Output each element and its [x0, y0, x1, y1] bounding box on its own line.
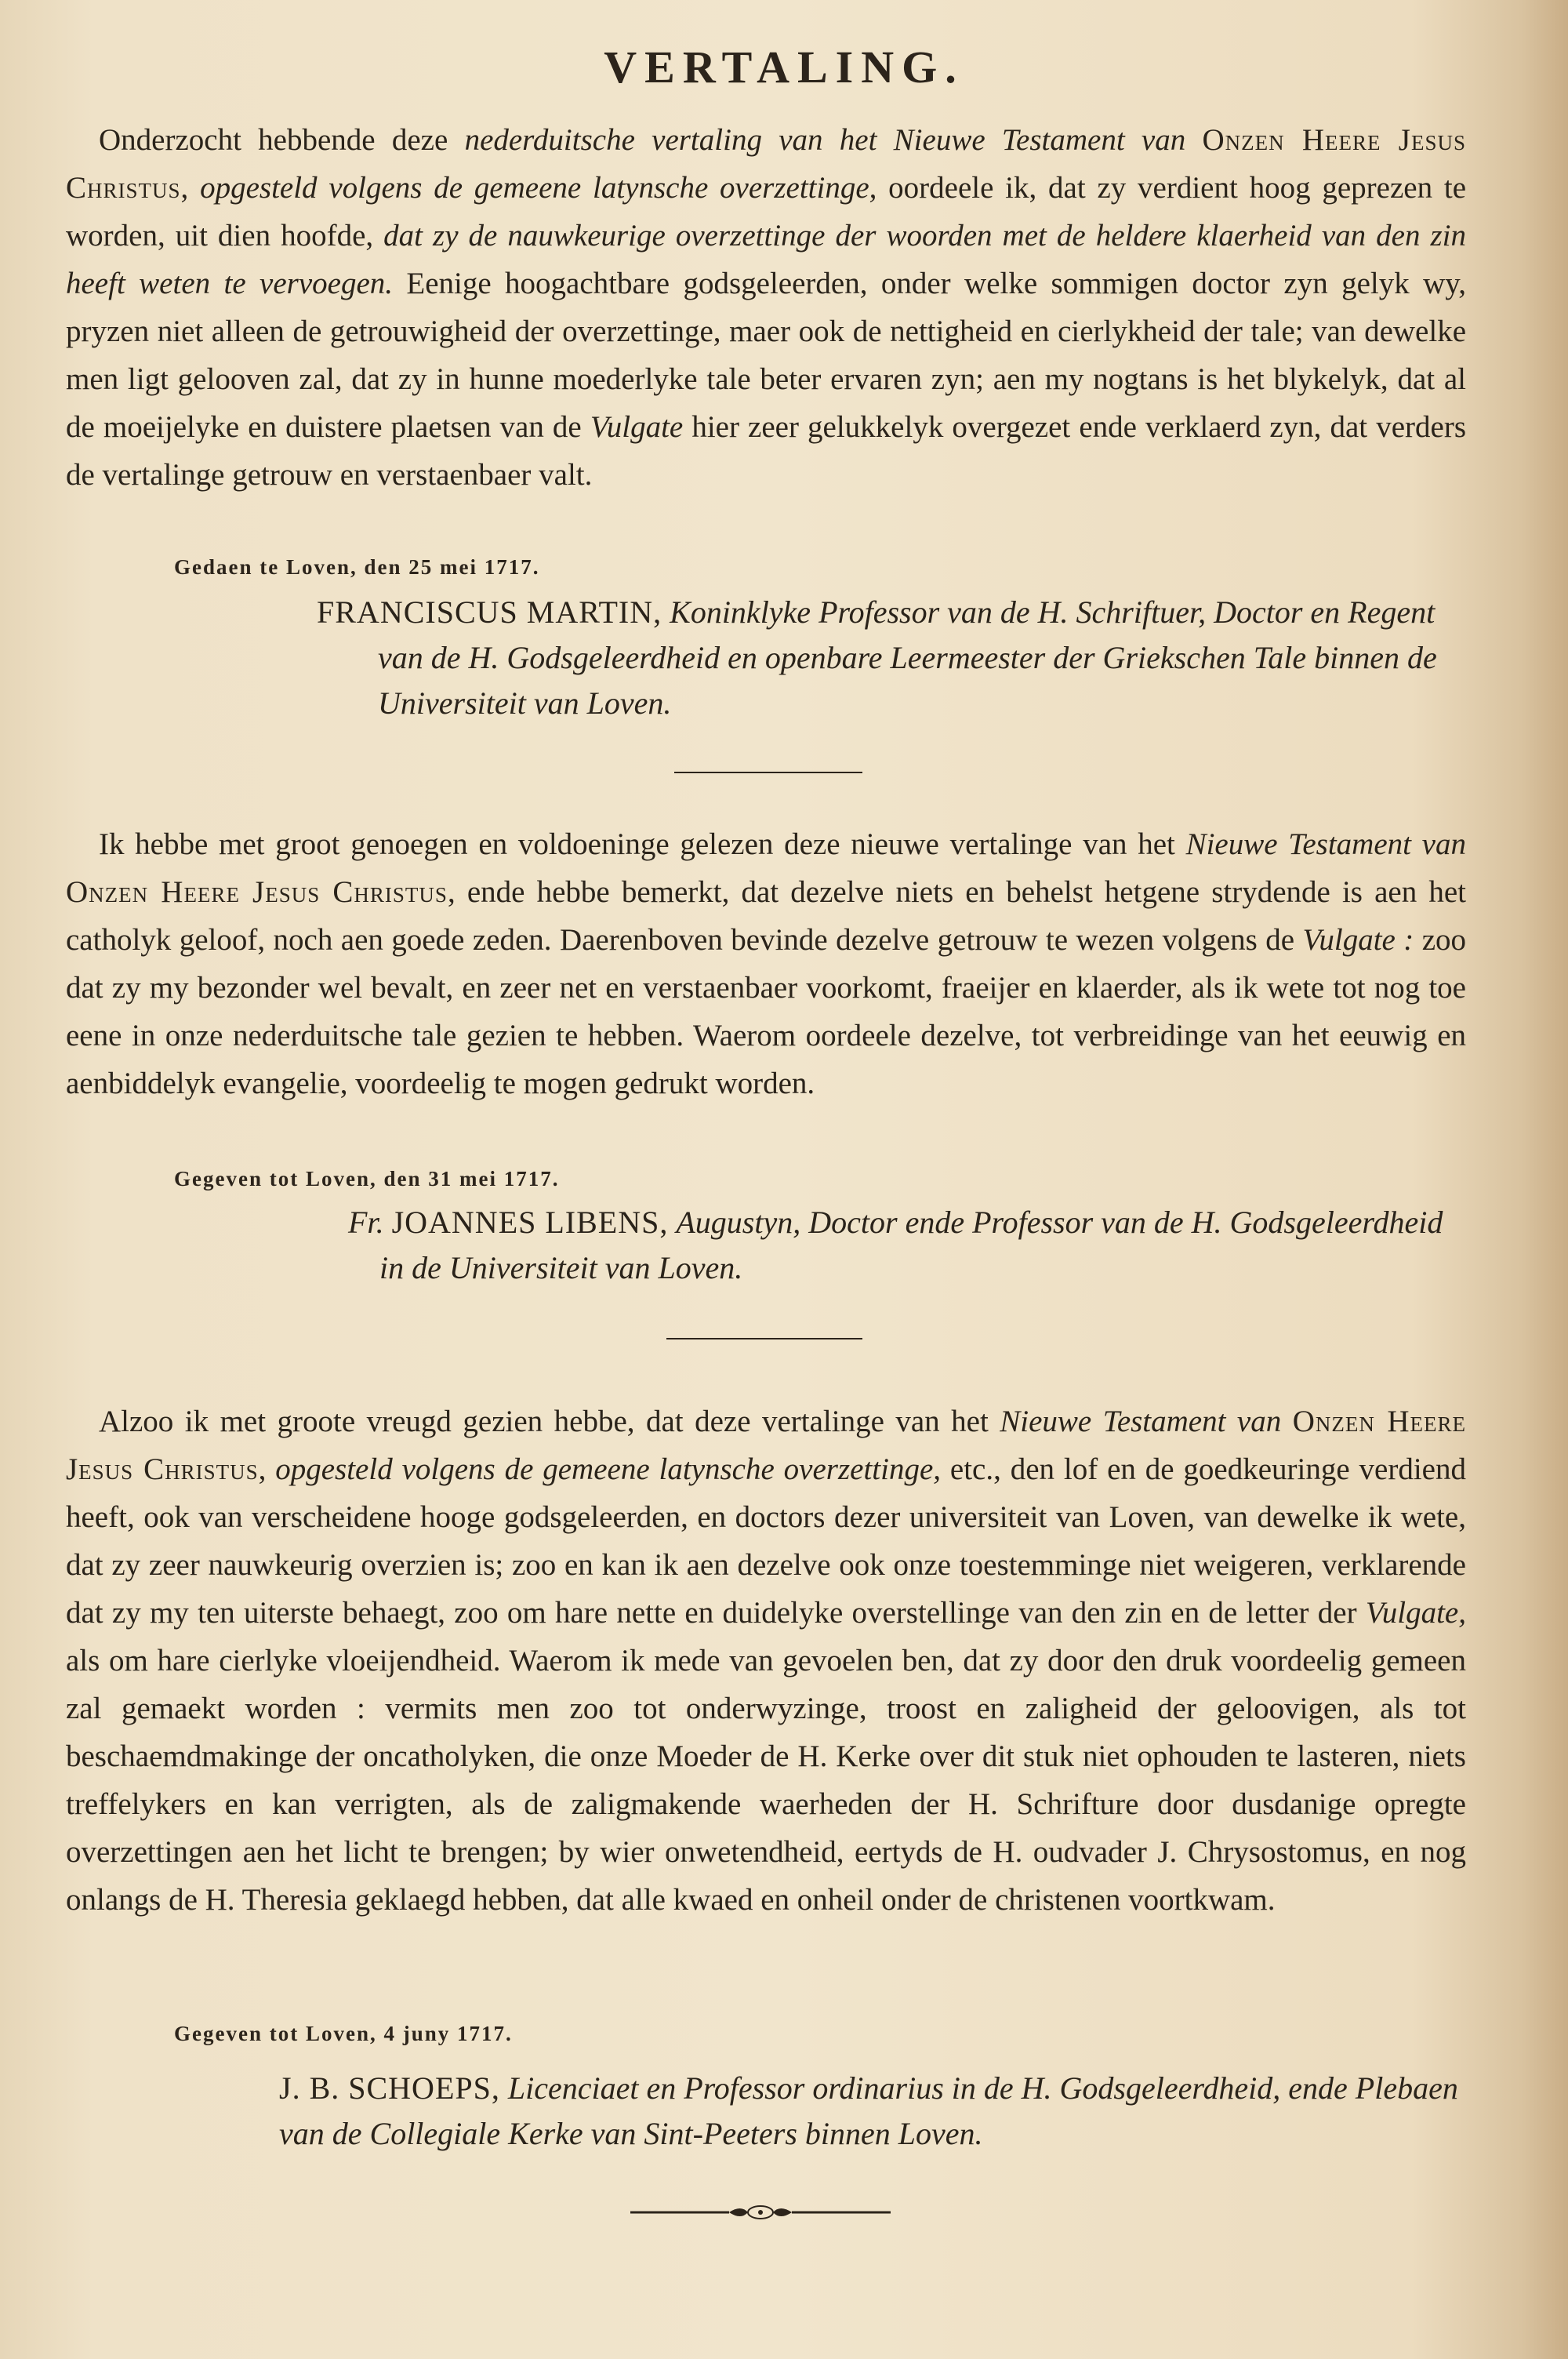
- text-run: oordeele ik, dat zy verdient hoog geprezen te worden, uit dien hoofde,: [66, 171, 1467, 253]
- page-title: VERTALING.: [604, 42, 964, 93]
- text-run-italic: opgesteld volgens de gemeene latynsche overzettinge,: [275, 1452, 942, 1486]
- approval-1-signature: [317, 590, 1469, 726]
- text-run-italic: Vulgate: [590, 410, 684, 444]
- text-run: als om hare cierlyke vloeijendheid. Waerom ik mede van gevoelen ben, dat zy door den druk voordeelig gemeen zal gemaekt worden : vermits men zoo tot onderwyzinge, troost en zaligheid der geloovigen, als tot beschaemdmakinge der oncatholyken, die onze Moeder de H. Kerke over dit stuk niet ophouden te lasteren, niets treffelykers en kan verrigten, als de zaligmakende waerheden der H. Schrifture door dusdanige opregte overzettingen aen het licht te brengen; by wier onwetendheid, eertyds de H. oudvader J. Chrysostomus, en nog onlangs de H. Theresia geklaegd hebben, dat alle kwaed en onheil onder de christenen voortkwam.: [66, 1644, 1466, 1917]
- approval-2-dateline: Gegeven tot Loven, den 31 mei 1717.: [174, 1167, 560, 1190]
- section-divider: [666, 1338, 862, 1339]
- signatory-prefix: Fr.: [348, 1205, 384, 1240]
- approval-1-dateline: Gedaen te Loven, den 25 mei 1717.: [174, 555, 540, 579]
- approval-2-signature: [348, 1200, 1469, 1291]
- text-run-smallcaps: Onzen Heere Jesus Christus: [66, 1405, 1466, 1486]
- signatory-name: J. B. SCHOEPS,: [279, 2070, 500, 2106]
- text-run: Eenige hoogachtbare godsgeleerden, onder welke sommigen doctor zyn gelyk wy, pryzen niet alleen de getrouwigheid der overzettinge, maer ook de nettigheid en cierlykheid der tale; van dewelke men ligt gelooven zal, dat zy in hunne moederlyke tale beter ervaren zyn; aen my nogtans is het blykelyk, dat al de moeijelyke en duistere plaetsen van de: [66, 267, 1466, 444]
- text-run: Alzoo ik met groote vreugd gezien hebbe, dat deze vertalinge van het: [99, 1405, 1000, 1438]
- text-run-smallcaps: Onzen Heere Jesus Christus: [66, 875, 448, 909]
- approval-3-signature: [279, 2066, 1471, 2157]
- approval-1-text: [66, 116, 1466, 499]
- signatory-role: Koninklyke Professor van de H. Schriftuer, Doctor en Regent van de H. Godsgeleerdheid en openbare Leermeester der Griekschen Tale binnen de Universiteit van Loven.: [378, 594, 1437, 721]
- signatory-name: JOANNES LIBENS,: [391, 1205, 669, 1240]
- text-run-italic: nederduitsche vertaling van het Nieuwe Testament van: [464, 123, 1203, 157]
- text-run: ,: [258, 1452, 276, 1486]
- section-divider: [674, 772, 862, 773]
- text-run-italic: Vulgate,: [1365, 1596, 1466, 1630]
- text-run: Onderzocht hebbende deze: [99, 123, 465, 157]
- signatory-name: FRANCISCUS MARTIN,: [317, 594, 662, 630]
- end-ornament: [627, 2201, 894, 2224]
- text-run-smallcaps: Onzen Heere Jesus Christus: [66, 123, 1466, 205]
- text-run: hier zeer gelukkelyk overgezet ende verklaerd zyn, dat verders de vertalinge getrouw en verstaenbaer valt.: [66, 410, 1466, 492]
- text-run: ,: [180, 171, 201, 205]
- text-run: Ik hebbe met groot genoegen en voldoeninge gelezen deze nieuwe vertalinge van het: [99, 827, 1186, 861]
- approval-3-dateline: Gegeven tot Loven, 4 juny 1717.: [174, 2022, 513, 2045]
- approval-3-text: [66, 1398, 1466, 1924]
- text-run-italic: Nieuwe Testament van: [1185, 827, 1466, 861]
- text-run-italic: dat zy de nauwkeurige overzettinge der woorden met de heldere klaerheid van den zin heeft weten te vervoegen.: [66, 219, 1466, 300]
- approval-2-text: [66, 820, 1466, 1107]
- text-run-italic: Nieuwe Testament van: [1000, 1405, 1293, 1438]
- text-run: zoo dat zy my bezonder wel bevalt, en zeer net en verstaenbaer voorkomt, fraeijer en klaerder, als ik wete tot nog toe eene in onze nederduitsche tale gezien te hebben. Waerom oordeele dezelve, tot verbreidinge van het eeuwig en aenbiddelyk evangelie, voordeelig te mogen gedrukt worden.: [66, 923, 1466, 1100]
- text-run-italic: Vulgate :: [1302, 923, 1414, 957]
- signatory-role: Augustyn, Doctor ende Professor van de H. Godsgeleerdheid in de Universiteit van Loven.: [379, 1205, 1443, 1285]
- text-run-italic: opgesteld volgens de gemeene latynsche overzettinge,: [200, 171, 877, 205]
- signatory-role: Licenciaet en Professor ordinarius in de H. Godsgeleerdheid, ende Plebaen van de Collegiale Kerke van Sint-Peeters binnen Loven.: [279, 2070, 1458, 2151]
- text-run: etc., den lof en de goedkeuringe verdiend heeft, ook van verscheidene hooge godsgeleerden, en doctors dezer universiteit van Loven, van dewelke ik wete, dat zy zeer nauwkeurig overzien is; zoo en kan ik aen dezelve ook onze toestemminge niet weigeren, verklarende dat zy my ten uiterste behaegt, zoo om hare nette en duidelyke overstellinge van den zin en de letter der: [66, 1452, 1466, 1630]
- text-run: , ende hebbe bemerkt, dat dezelve niets en behelst hetgene strydende is aen het catholyk geloof, noch aen goede zeden. Daerenboven bevinde dezelve getrouw te wezen volgens de: [66, 875, 1466, 957]
